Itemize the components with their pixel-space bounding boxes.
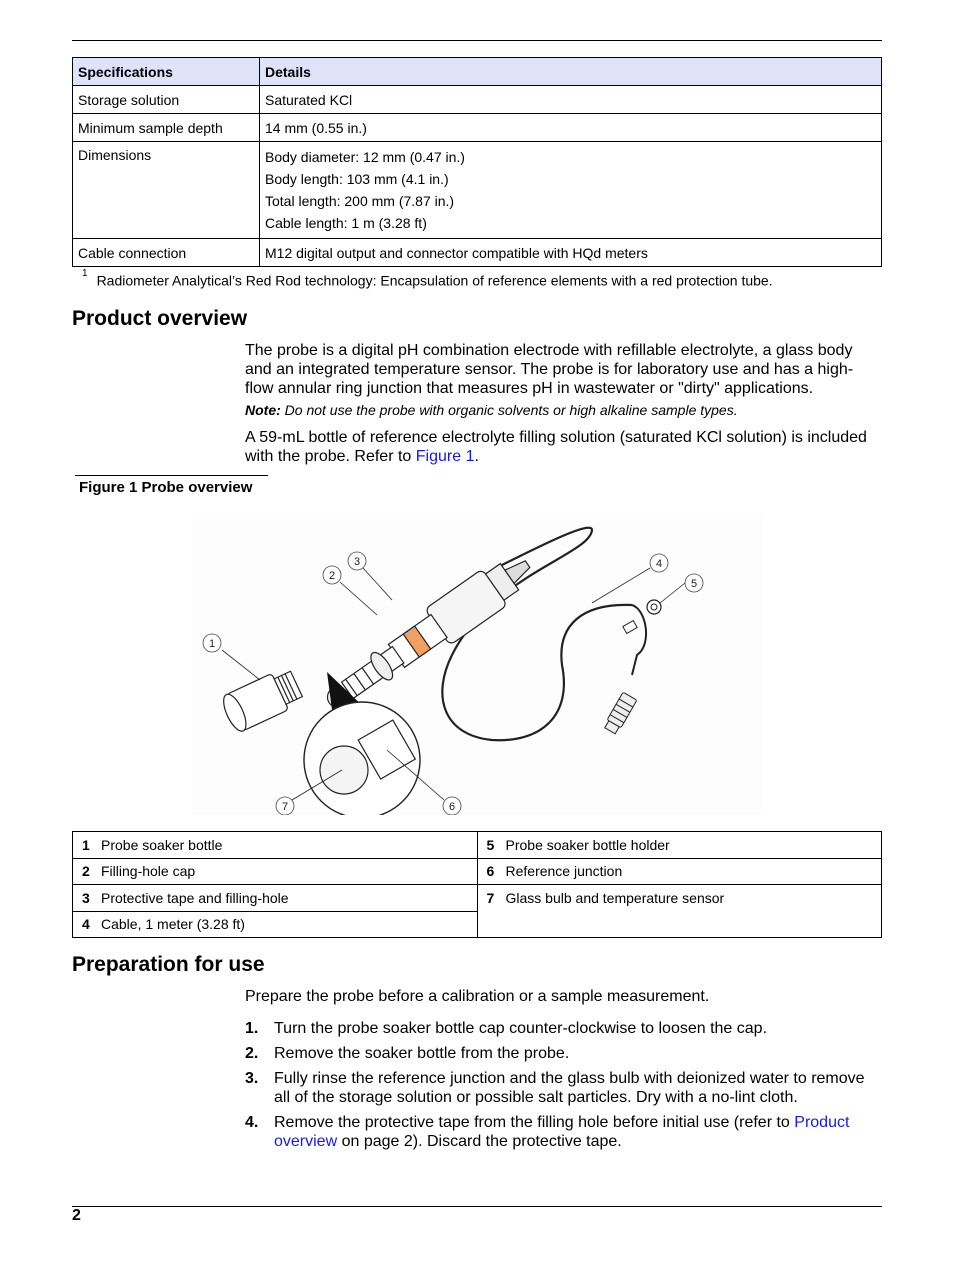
step-text: Remove the protective tape from the filling hole before initial use (refer to	[274, 1114, 795, 1131]
section-heading-preparation: Preparation for use	[72, 953, 265, 976]
spec-label: Storage solution	[73, 86, 260, 114]
spec-value-list	[260, 142, 882, 239]
spec-label: Cable connection	[73, 239, 260, 267]
figure-caption: Figure 1 Probe overview	[79, 479, 253, 496]
spec-value: Body length: 103 mm (4.1 in.)	[265, 171, 449, 187]
legend-item	[73, 858, 478, 885]
callout-6	[443, 797, 461, 815]
callout-7	[276, 797, 294, 815]
legend-text: Reference junction	[505, 863, 623, 880]
overview-paragraph: The probe is a digital pH combination electrode with refillable electrolyte, a glass body and an integrated temperature sensor. The probe is for laboratory use and has a high-flow annular ring junction that measures pH in wastewater or "dirty" applications.	[245, 342, 854, 397]
list-item	[245, 1069, 875, 1107]
legend-number: 6	[486, 863, 495, 880]
section-heading-product-overview: Product overview	[72, 307, 248, 330]
callout-4	[650, 554, 668, 572]
preparation-intro: Prepare the probe before a calibration or a sample measurement.	[245, 988, 710, 1005]
spec-value: Total length: 200 mm (7.87 in.)	[265, 193, 455, 209]
spec-value: Cable length: 1 m (3.28 ft)	[265, 215, 427, 231]
table-row	[73, 142, 882, 239]
step-text: Remove the soaker bottle from the probe.	[274, 1045, 570, 1062]
step-number: 3.	[245, 1070, 259, 1087]
legend-text: Glass bulb and temperature sensor	[505, 890, 725, 906]
probe-diagram	[192, 515, 762, 815]
legend-item	[73, 911, 478, 938]
step-text: Fully rinse the reference junction and the glass bulb with deionized water to remove all of the storage solution or possible salt particles. Dry with a no-lint cloth.	[274, 1070, 865, 1106]
header-rule	[72, 40, 882, 41]
legend-number: 7	[486, 890, 495, 906]
svg-text:3: 3	[353, 556, 361, 568]
footer-rule	[72, 1206, 882, 1207]
legend-number: 3	[82, 889, 90, 906]
footnote-mark: 1	[82, 268, 88, 279]
legend-text: Probe soaker bottle holder	[505, 836, 670, 853]
note	[245, 402, 875, 418]
svg-text:6: 6	[448, 801, 456, 813]
figure-1-link[interactable]: Figure 1	[415, 448, 475, 465]
spec-value: M12 digital output and connector compatible with HQd meters	[260, 239, 882, 267]
page-number: 2	[72, 1207, 81, 1224]
step-number: 1.	[245, 1020, 259, 1037]
figure-legend-table	[72, 831, 882, 938]
legend-number: 1	[82, 836, 90, 853]
specifications-table	[72, 57, 882, 267]
spec-label: Minimum sample depth	[73, 114, 260, 142]
paragraph-text: .	[474, 448, 479, 465]
legend-item	[477, 885, 882, 938]
legend-number: 5	[486, 836, 495, 853]
list-item	[245, 1019, 875, 1038]
callout-3	[348, 552, 366, 570]
preparation-steps	[245, 1019, 875, 1157]
spec-label: Dimensions	[73, 142, 260, 239]
spec-header-specifications: Specifications	[73, 58, 260, 86]
legend-text: Filling-hole cap	[101, 863, 196, 880]
legend-item	[477, 832, 882, 859]
legend-number: 2	[82, 863, 90, 880]
legend-item	[73, 832, 478, 859]
svg-text:4: 4	[655, 558, 663, 570]
product-overview-link[interactable]: Product overview	[274, 1114, 850, 1150]
footnote	[82, 268, 773, 289]
step-text: Turn the probe soaker bottle cap counter-clockwise to loosen the cap.	[274, 1020, 768, 1037]
legend-text: Probe soaker bottle	[101, 836, 223, 853]
callout-2	[323, 566, 341, 584]
svg-text:2: 2	[328, 570, 336, 582]
note-label: Note:	[245, 402, 281, 418]
table-row	[73, 858, 882, 885]
table-row	[73, 86, 882, 114]
table-row	[73, 885, 882, 912]
step-number: 4.	[245, 1114, 259, 1131]
spec-value: 14 mm (0.55 in.)	[260, 114, 882, 142]
callout-5	[685, 574, 703, 592]
list-item	[245, 1044, 875, 1063]
table-row	[73, 239, 882, 267]
overview-paragraph-2	[245, 428, 875, 466]
legend-text: Protective tape and filling-hole	[101, 889, 289, 906]
paragraph-text: A 59-mL bottle of reference electrolyte filling solution (saturated KCl solution) is included with the probe. Refer to	[245, 429, 867, 465]
svg-text:5: 5	[690, 578, 698, 590]
step-number: 2.	[245, 1045, 259, 1062]
step-text: on page 2). Discard the protective tape.	[337, 1133, 622, 1150]
figure-caption-rule	[75, 475, 268, 476]
list-item	[245, 1113, 875, 1151]
legend-item	[73, 885, 478, 912]
callout-1	[203, 634, 221, 652]
svg-text:1: 1	[208, 638, 216, 650]
svg-text:7: 7	[281, 801, 289, 813]
spec-header-details: Details	[260, 58, 882, 86]
footnote-text: Radiometer Analytical’s Red Rod technology: Encapsulation of reference elements with a red protection tube.	[96, 272, 773, 289]
legend-item	[477, 858, 882, 885]
spec-value: Saturated KCl	[260, 86, 882, 114]
table-row	[73, 114, 882, 142]
table-row	[73, 832, 882, 859]
note-text: Do not use the probe with organic solvents or high alkaline sample types.	[284, 402, 738, 418]
legend-text: Cable, 1 meter (3.28 ft)	[101, 916, 245, 933]
legend-number: 4	[82, 916, 90, 933]
probe-overview-illustration	[192, 515, 762, 815]
spec-value: Body diameter: 12 mm (0.47 in.)	[265, 149, 465, 165]
